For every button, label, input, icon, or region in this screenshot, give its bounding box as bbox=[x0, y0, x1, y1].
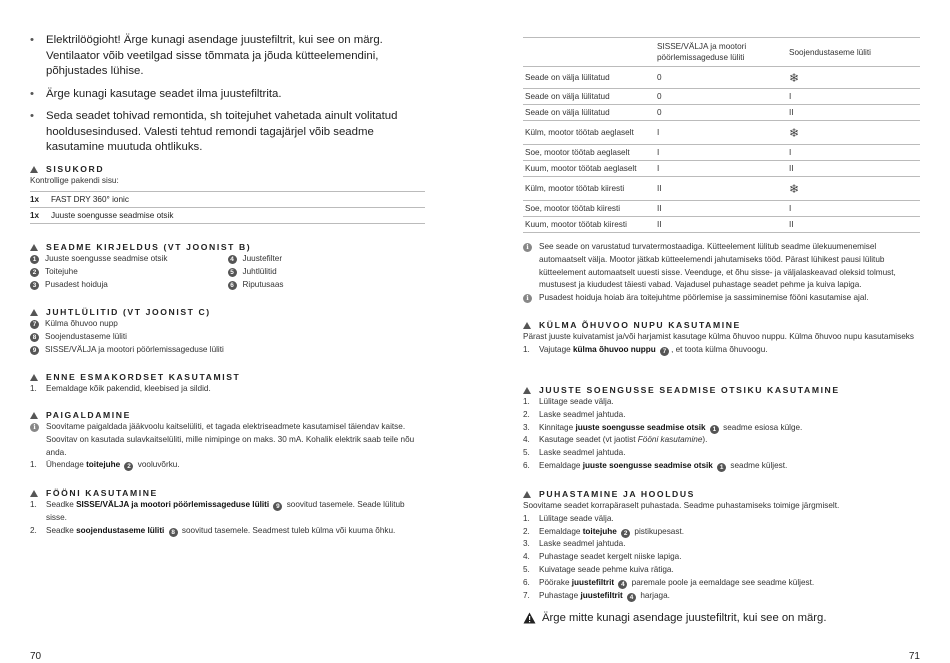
list-item: 1. Seadke SISSE/VÄLJA ja mootori pöörlemissageduse lüliti 9 soovitud tasemele. Seade lülitub sisse. bbox=[30, 500, 405, 522]
list-item: 6 Riputusaas bbox=[228, 279, 426, 292]
list-item: 5 Juhtlülitid bbox=[228, 266, 426, 279]
info-note: i Pusadest hoiduja hoiab ära toitejuhtme pöörlemise ja sassiminemise fööni kasutamise ajal. bbox=[523, 292, 920, 305]
list-item: 6. Eemaldage juuste soengusse seadmise otsik 1 seadme küljest. bbox=[523, 460, 788, 471]
list-item: 4 Juustefilter bbox=[228, 253, 426, 266]
section-title: ENNE ESMAKORDSET KASUTAMIST bbox=[46, 372, 241, 382]
table-row: 1x FAST DRY 360° ionic bbox=[30, 192, 425, 208]
info-icon: i bbox=[523, 294, 532, 303]
section-otsik bbox=[523, 384, 920, 473]
list-item: 2. Seadke soojendustaseme lüliti 8 soovitud tasemele. Seadmest tuleb külma või kuuma õhku. bbox=[30, 525, 396, 536]
warning-line bbox=[523, 611, 826, 625]
info-note: i See seade on varustatud turvatermostaadiga. Kütteelement lülitub seadme ülekuumenemisel automaatselt välja. Mootor jätkab kütteelemendi jahutamiseks tööd. Pärast lühikest pausi lülitub kütteelement automaatselt uuesti sisse. Veenduge, et õhu sisse- ja väljalaskeavad oleksid tolmust, mustusest ja kiududest täiesti vabad. Vajadusel puhastage seadet pehme ja kuiva lapiga. bbox=[523, 241, 920, 292]
list-item: 1 Juuste soengusse seadmise otsik bbox=[30, 253, 228, 266]
list-item: 2 Toitejuhe bbox=[30, 266, 228, 279]
list-item: 4. Puhastage seadet kergelt niiske lapiga. bbox=[523, 552, 682, 562]
info-icon: i bbox=[523, 243, 532, 252]
list-item: 3 Pusadest hoiduja bbox=[30, 279, 228, 292]
table-row: Külm, mootor töötab kiiresti II ❄ bbox=[523, 177, 920, 201]
snowflake-icon: ❄ bbox=[789, 70, 800, 85]
table-row: Seade on välja lülitatud 0 I bbox=[523, 89, 920, 105]
section-title: PUHASTAMINE JA HOOLDUS bbox=[539, 489, 695, 499]
section-title: SEADME KIRJELDUS (VT JOONIST B) bbox=[46, 242, 252, 252]
triangle-icon bbox=[30, 166, 38, 173]
table-row: Soe, mootor töötab kiiresti II I bbox=[523, 201, 920, 217]
section-title: PAIGALDAMINE bbox=[46, 410, 131, 420]
section-title: JUHTLÜLITID (VT JOONIST C) bbox=[46, 307, 211, 317]
info-icon: i bbox=[30, 423, 39, 432]
list-item: 4. Kasutage seadet (vt jaotist Fööni kasutamine). bbox=[523, 435, 708, 445]
switch-settings-table bbox=[523, 37, 920, 233]
section-title: SISUKORD bbox=[46, 164, 105, 174]
snowflake-icon: ❄ bbox=[789, 181, 800, 196]
list-item: 1. Lülitage seade välja. bbox=[523, 513, 614, 523]
section-kulm bbox=[523, 319, 920, 357]
section-esmakordset bbox=[30, 371, 425, 396]
table-row: Kuum, mootor töötab kiiresti II II bbox=[523, 217, 920, 233]
safety-bullets bbox=[30, 33, 430, 163]
list-item: 1. Vajutage külma õhuvoo nuppu 7 , et toota külma õhuvoogu. bbox=[523, 344, 768, 355]
section-sisukord bbox=[30, 163, 425, 224]
section-title: KÜLMA ÕHUVOO NUPU KASUTAMINE bbox=[539, 320, 741, 330]
warning-icon bbox=[523, 612, 536, 624]
left-page bbox=[30, 0, 430, 663]
list-item: 1. Lülitage seade välja. bbox=[523, 397, 614, 406]
table-row: Seade on välja lülitatud 0 II bbox=[523, 105, 920, 121]
page-number: 71 bbox=[908, 651, 920, 662]
info-note: i Soovitame paigaldada jääkvoolu kaitselüliti, et tagada elektriseadmete kasutamisel täiendav kaitse. Soovitav on kasutada sulavkaitselüliti, mille nimipinge on maks. 30 mA. Kohalik elektrik saab teile nõu anda. bbox=[30, 421, 425, 459]
list-item: 2. Laske seadmel jahtuda. bbox=[523, 409, 626, 419]
list-item: 5. Kuivatage seade pehme kuiva rätiga. bbox=[523, 564, 674, 574]
list-item: 5. Laske seadmel jahtuda. bbox=[523, 448, 626, 458]
triangle-icon bbox=[30, 309, 38, 316]
contents-table bbox=[30, 191, 425, 224]
list-item: 7. Puhastage juustefiltrit 4 harjaga. bbox=[523, 590, 670, 601]
section-intro: Pärast juuste kuivatamist ja/või harjamist kasutage külma õhuvoo nuppu. Külma õhuvoo nupu kasutamiseks bbox=[523, 332, 914, 341]
bullet-item: • Elektrilöögioht! Ärge kunagi asendage juustefiltrit, kui see on märg. Ventilaator võib veetilgad sisse tõmmata ja jõuda kütteelemendini, põhjustades lühise. bbox=[30, 34, 383, 77]
snowflake-icon: ❄ bbox=[789, 125, 800, 140]
triangle-icon bbox=[30, 490, 38, 497]
triangle-icon bbox=[523, 387, 531, 394]
section-kasutamine bbox=[30, 487, 425, 537]
table-row: Kuum, mootor töötab aeglaselt I II bbox=[523, 161, 920, 177]
notes-section bbox=[523, 241, 920, 305]
table-row: Seade on välja lülitatud 0 ❄ bbox=[523, 67, 920, 89]
triangle-icon bbox=[30, 244, 38, 251]
section-juhtlulitid bbox=[30, 306, 425, 356]
list-item: 2. Eemaldage toitejuhe 2 pistikupesast. bbox=[523, 526, 684, 537]
section-intro: Soovitame seadet korrapäraselt puhastada. Seadme puhastamiseks toimige järgmiselt. bbox=[523, 501, 840, 510]
list-item: 1. Eemaldage kõik pakendid, kleebised ja sildid. bbox=[30, 384, 211, 393]
bullet-item: • Ärge kunagi kasutage seadet ilma juustefiltrita. bbox=[30, 87, 282, 100]
section-title: FÖÖNI KASUTAMINE bbox=[46, 488, 158, 498]
triangle-icon bbox=[523, 322, 531, 329]
table-row: 1x Juuste soengusse seadmise otsik bbox=[30, 208, 425, 224]
triangle-icon bbox=[523, 491, 531, 498]
list-item: 1. Ühendage toitejuhe 2 vooluvõrku. bbox=[30, 460, 180, 471]
section-title: JUUSTE SOENGUSSE SEADMISE OTSIKU KASUTAMINE bbox=[539, 385, 840, 395]
list-item: 9 SISSE/VÄLJA ja mootori pöörlemissageduse lüliti bbox=[30, 344, 425, 357]
warning-text: Ärge mitte kunagi asendage juustefiltrit, kui see on märg. bbox=[542, 612, 827, 624]
triangle-icon bbox=[30, 412, 38, 419]
bullet-item: • Seda seadet tohivad remontida, sh toitejuhet vahetada ainult volitatud hooldusesindused. Valesti tehtud remondi tagajärjel võib seadme kasutamine muutuda ohtlikuks. bbox=[30, 110, 398, 153]
list-item: 6. Pöörake juustefiltrit 4 paremale poole ja eemaldage see seadme küljest. bbox=[523, 577, 815, 588]
page-number: 70 bbox=[30, 651, 42, 662]
table-row: Külm, mootor töötab aeglaselt I ❄ bbox=[523, 121, 920, 145]
section-intro: Kontrollige pakendi sisu: bbox=[30, 176, 119, 185]
right-page bbox=[523, 0, 920, 663]
table-row: Soe, mootor töötab aeglaselt I I bbox=[523, 145, 920, 161]
list-item: 8 Soojendustaseme lüliti bbox=[30, 331, 425, 344]
list-item: 7 Külma õhuvoo nupp bbox=[30, 318, 425, 331]
section-kirjeldus bbox=[30, 241, 425, 291]
table-header: SISSE/VÄLJA ja mootori pöörlemissageduse lüliti Soojendustaseme lüliti bbox=[523, 38, 920, 67]
triangle-icon bbox=[30, 374, 38, 381]
list-item: 3. Laske seadmel jahtuda. bbox=[523, 539, 626, 549]
section-puhastamine bbox=[523, 488, 920, 602]
list-item: 3. Kinnitage juuste soengusse seadmise otsik 1 seadme esiosa külge. bbox=[523, 422, 803, 433]
section-paigaldamine bbox=[30, 409, 425, 472]
